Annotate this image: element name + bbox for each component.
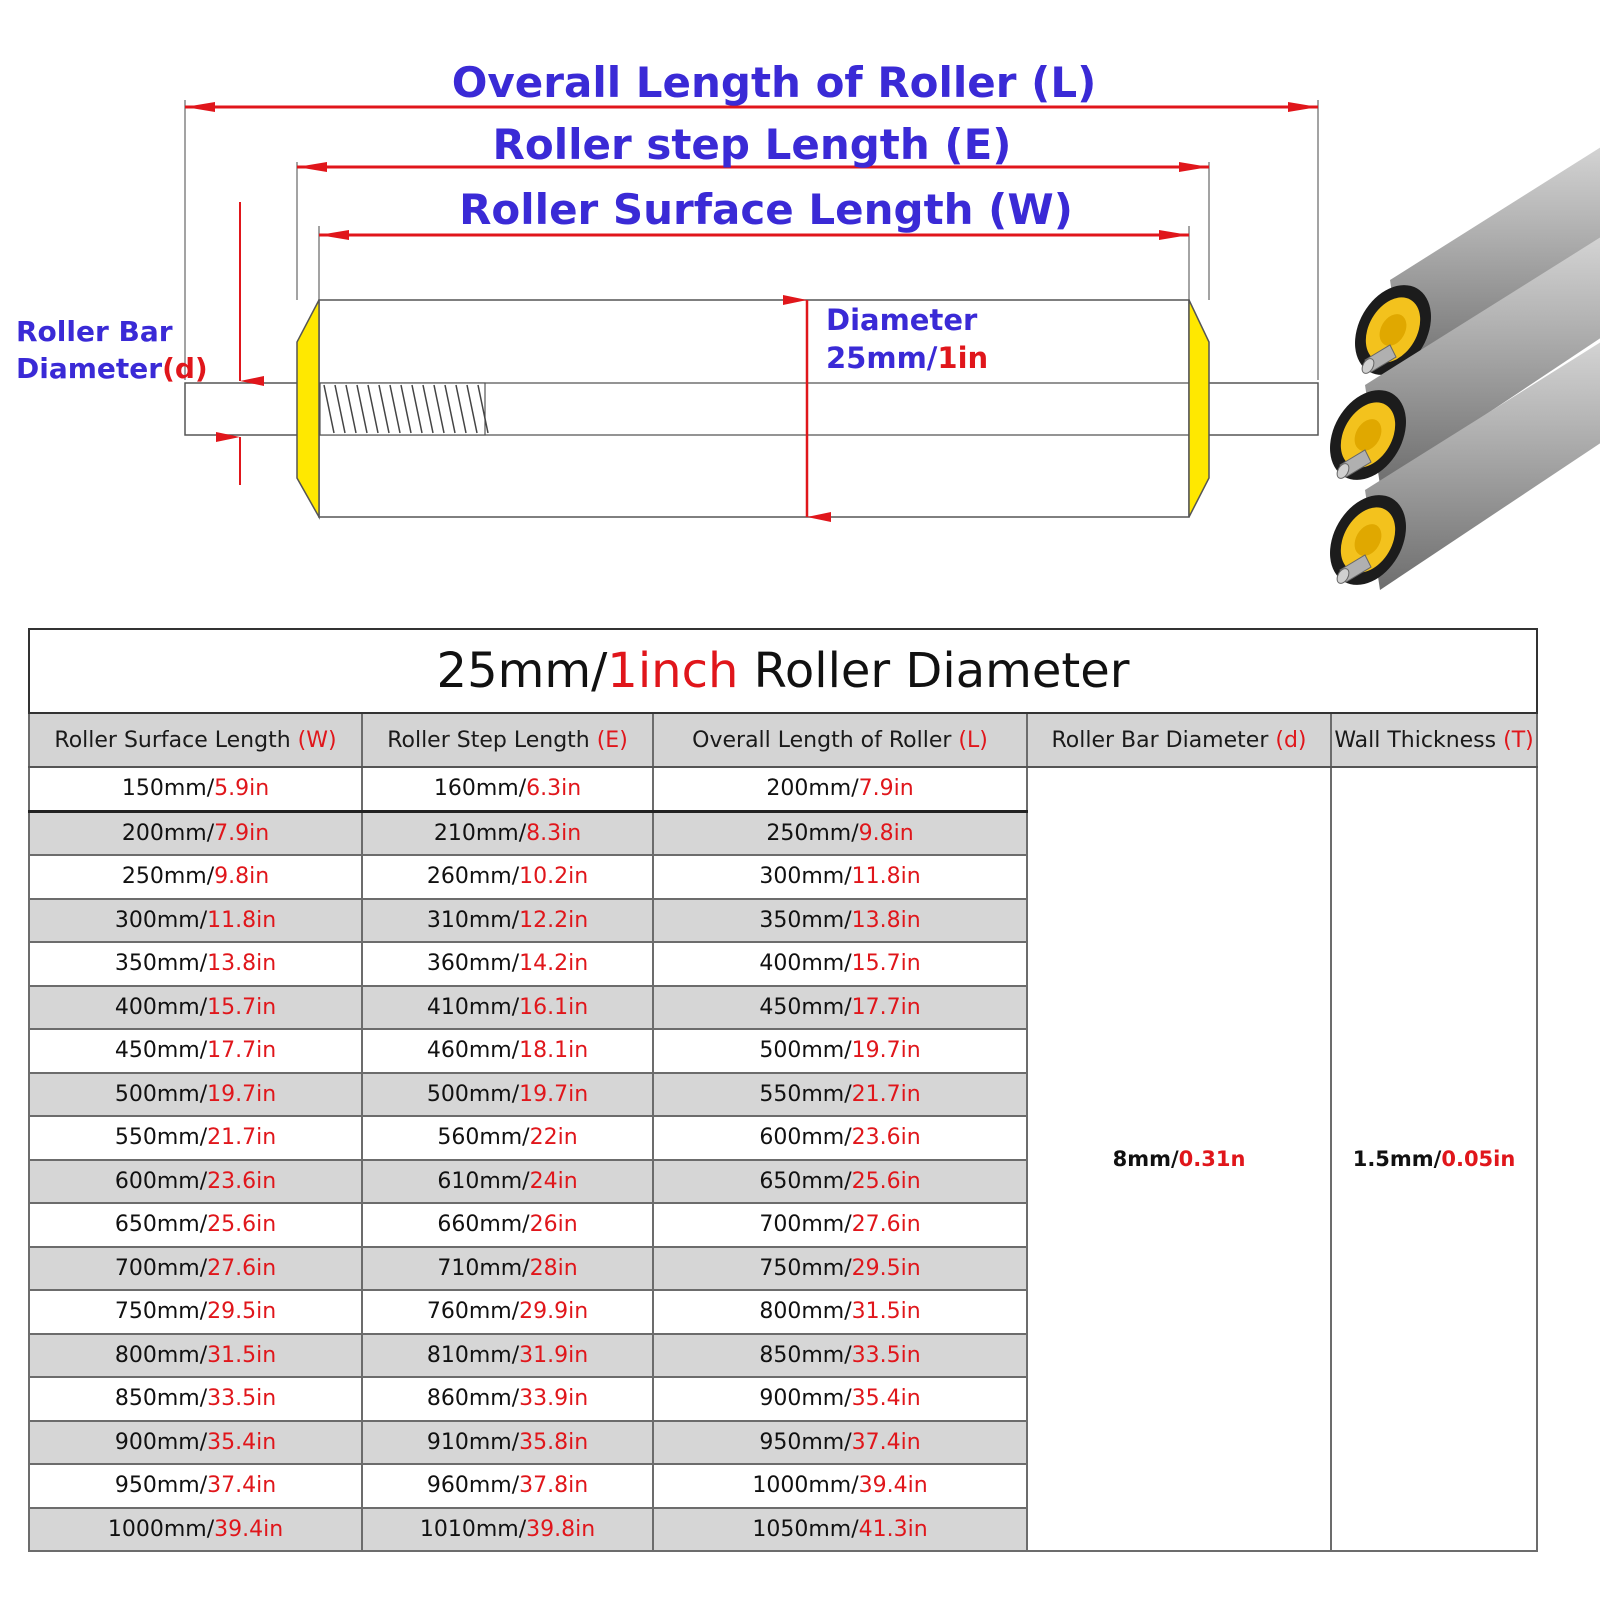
- surface-length-cell: 300mm/11.8in: [29, 899, 362, 943]
- overall-length-cell: 850mm/33.5in: [653, 1334, 1027, 1378]
- step-length-cell: 710mm/28in: [362, 1247, 653, 1291]
- header-overall-length: Overall Length of Roller (L): [653, 713, 1027, 767]
- step-length-cell: 810mm/31.9in: [362, 1334, 653, 1378]
- roller-product-photo: [1315, 135, 1600, 599]
- step-length-cell: 610mm/24in: [362, 1160, 653, 1204]
- overall-length-cell: 750mm/29.5in: [653, 1247, 1027, 1291]
- overall-length-cell: 400mm/15.7in: [653, 942, 1027, 986]
- step-length-cell: 500mm/19.7in: [362, 1073, 653, 1117]
- right-end-cap: [1189, 300, 1209, 517]
- step-length-cell: 210mm/8.3in: [362, 811, 653, 855]
- step-length-cell: 160mm/6.3in: [362, 767, 653, 811]
- bar-diameter-cell: 8mm/0.31n: [1027, 767, 1331, 1551]
- overall-length-label: Overall Length of Roller (L): [451, 58, 1097, 107]
- step-length-cell: 310mm/12.2in: [362, 899, 653, 943]
- surface-length-label: Roller Surface Length (W): [459, 185, 1073, 234]
- step-length-cell: 660mm/26in: [362, 1203, 653, 1247]
- overall-length-cell: 900mm/35.4in: [653, 1377, 1027, 1421]
- header-step-length: Roller Step Length (E): [362, 713, 653, 767]
- step-length-cell: 460mm/18.1in: [362, 1029, 653, 1073]
- header-wall-thickness: Wall Thickness (T): [1331, 713, 1537, 767]
- step-length-cell: 560mm/22in: [362, 1116, 653, 1160]
- diameter-value: 25mm/1in: [826, 341, 989, 375]
- surface-length-cell: 450mm/17.7in: [29, 1029, 362, 1073]
- step-length-cell: 1010mm/39.8in: [362, 1508, 653, 1552]
- surface-length-cell: 950mm/37.4in: [29, 1464, 362, 1508]
- bar-diameter-label-line1: Roller Bar: [16, 315, 173, 348]
- table-title: 25mm/1inch Roller Diameter: [29, 629, 1537, 713]
- surface-length-cell: 600mm/23.6in: [29, 1160, 362, 1204]
- thread-section: [320, 383, 488, 435]
- overall-length-cell: 200mm/7.9in: [653, 767, 1027, 811]
- surface-length-cell: 500mm/19.7in: [29, 1073, 362, 1117]
- overall-length-cell: 300mm/11.8in: [653, 855, 1027, 899]
- overall-length-cell: 550mm/21.7in: [653, 1073, 1027, 1117]
- overall-length-cell: 350mm/13.8in: [653, 899, 1027, 943]
- table-row: [29, 767, 1537, 811]
- surface-length-cell: 750mm/29.5in: [29, 1290, 362, 1334]
- surface-length-cell: 400mm/15.7in: [29, 986, 362, 1030]
- step-length-cell: 760mm/29.9in: [362, 1290, 653, 1334]
- step-length-cell: 410mm/16.1in: [362, 986, 653, 1030]
- step-length-cell: 910mm/35.8in: [362, 1421, 653, 1465]
- header-surface-length: Roller Surface Length (W): [29, 713, 362, 767]
- surface-length-cell: 650mm/25.6in: [29, 1203, 362, 1247]
- surface-length-cell: 900mm/35.4in: [29, 1421, 362, 1465]
- step-length-cell: 260mm/10.2in: [362, 855, 653, 899]
- wall-thickness-cell: 1.5mm/0.05in: [1331, 767, 1537, 1551]
- surface-length-cell: 700mm/27.6in: [29, 1247, 362, 1291]
- table-header-row: [29, 713, 1537, 767]
- overall-length-cell: 600mm/23.6in: [653, 1116, 1027, 1160]
- surface-length-cell: 350mm/13.8in: [29, 942, 362, 986]
- header-bar-diameter: Roller Bar Diameter (d): [1027, 713, 1331, 767]
- overall-length-cell: 950mm/37.4in: [653, 1421, 1027, 1465]
- surface-length-cell: 800mm/31.5in: [29, 1334, 362, 1378]
- left-end-cap: [297, 300, 319, 517]
- roller-dimension-diagram: [0, 0, 1600, 625]
- overall-length-cell: 650mm/25.6in: [653, 1160, 1027, 1204]
- surface-length-cell: 250mm/9.8in: [29, 855, 362, 899]
- overall-length-cell: 700mm/27.6in: [653, 1203, 1027, 1247]
- overall-length-cell: 1000mm/39.4in: [653, 1464, 1027, 1508]
- diameter-label: Diameter: [826, 303, 978, 337]
- overall-length-cell: 450mm/17.7in: [653, 986, 1027, 1030]
- overall-length-cell: 500mm/19.7in: [653, 1029, 1027, 1073]
- surface-length-cell: 850mm/33.5in: [29, 1377, 362, 1421]
- surface-length-cell: 200mm/7.9in: [29, 811, 362, 855]
- surface-length-cell: 150mm/5.9in: [29, 767, 362, 811]
- bar-diameter-label-line2: Diameter(d): [16, 352, 208, 385]
- surface-length-cell: 1000mm/39.4in: [29, 1508, 362, 1552]
- overall-length-cell: 250mm/9.8in: [653, 811, 1027, 855]
- overall-length-cell: 1050mm/41.3in: [653, 1508, 1027, 1552]
- step-length-cell: 860mm/33.9in: [362, 1377, 653, 1421]
- step-length-label: Roller step Length (E): [492, 120, 1012, 169]
- step-length-cell: 960mm/37.8in: [362, 1464, 653, 1508]
- surface-length-cell: 550mm/21.7in: [29, 1116, 362, 1160]
- step-length-cell: 360mm/14.2in: [362, 942, 653, 986]
- spec-table: [28, 628, 1538, 1552]
- overall-length-cell: 800mm/31.5in: [653, 1290, 1027, 1334]
